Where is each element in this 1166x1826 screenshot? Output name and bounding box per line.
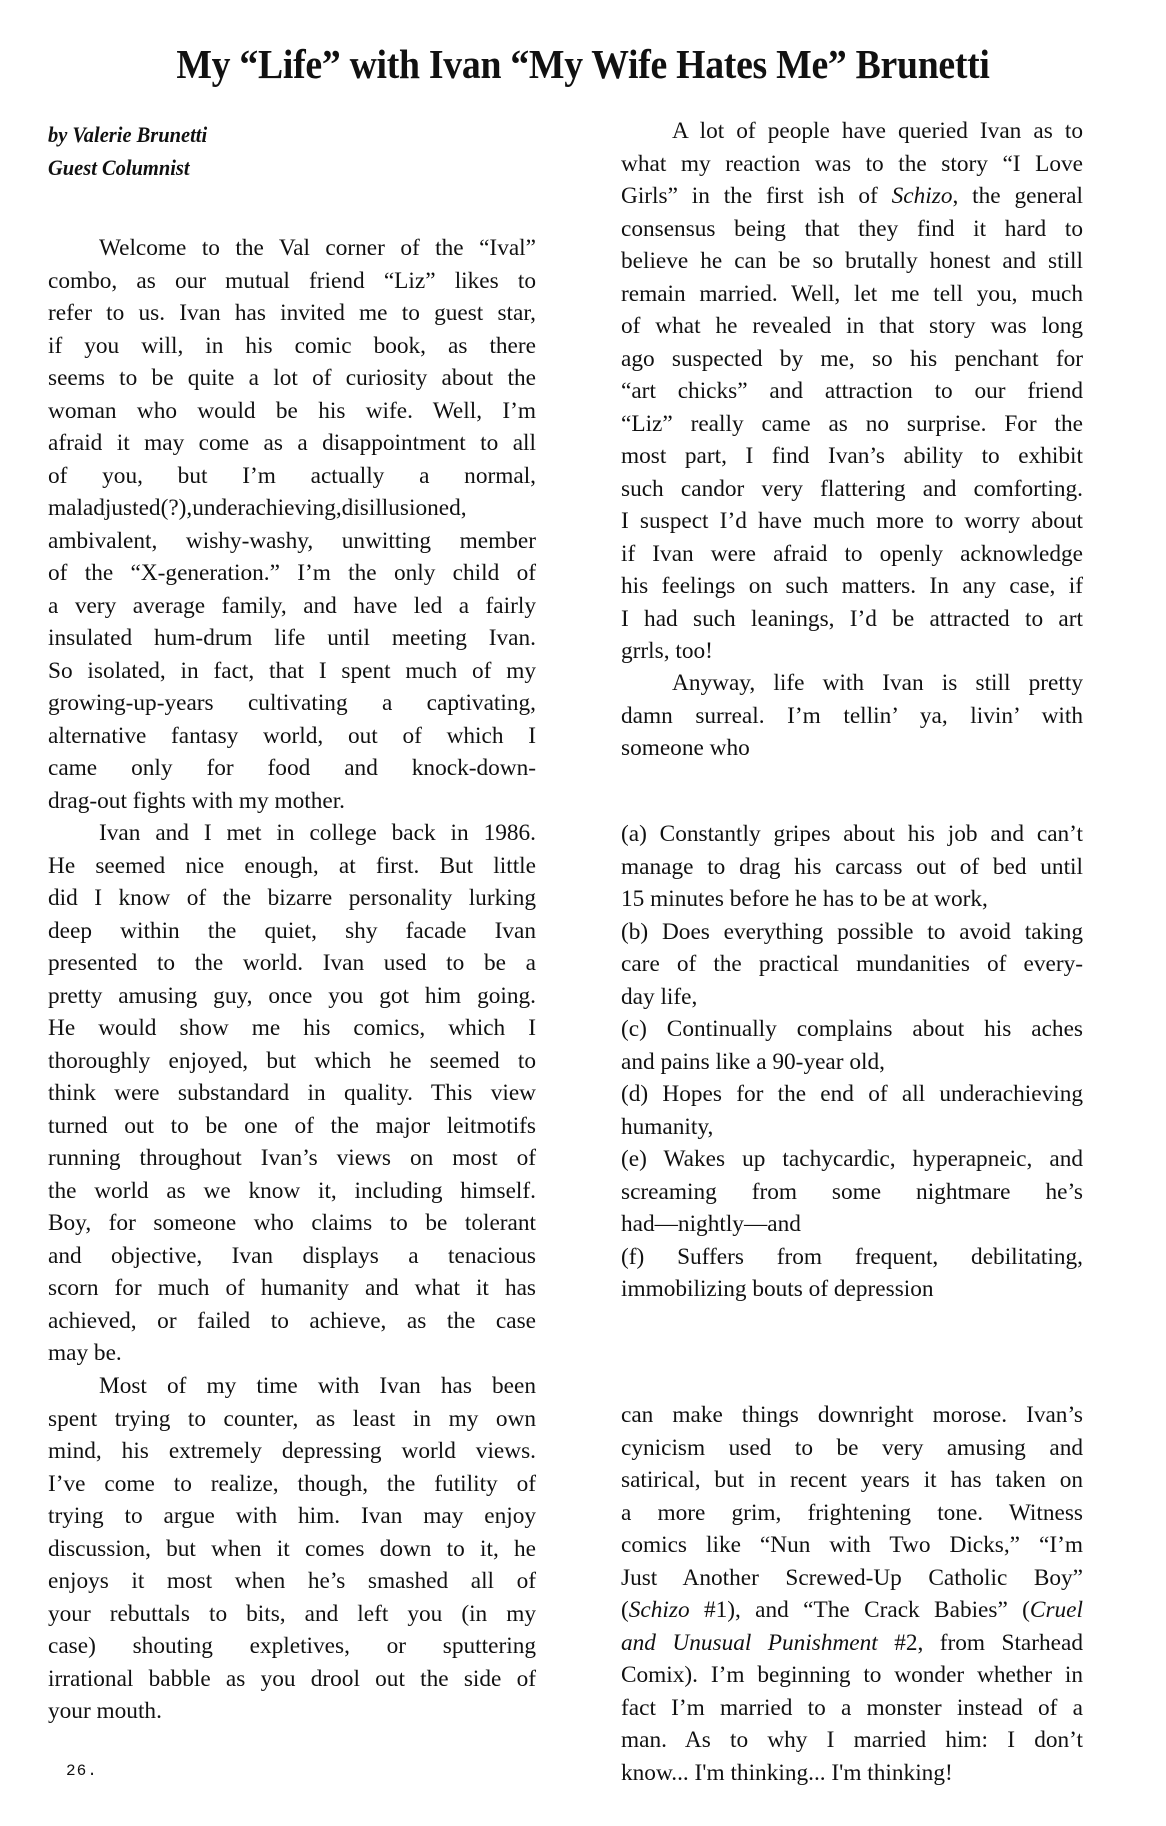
text-line: if you will, in his comic book, as there bbox=[48, 332, 536, 359]
text-line: 15 minutes before he has to be at work, bbox=[621, 886, 988, 912]
text-line: such candor very flattering and comforting. bbox=[621, 475, 1083, 502]
italic-title: Cruel bbox=[1029, 1597, 1083, 1623]
text-line: had—nightly—and bbox=[621, 1211, 801, 1237]
text-line: (f) Suffers from frequent, debilitating, bbox=[621, 1243, 1083, 1270]
text-line: running throughout Ivan’s views on most of bbox=[48, 1145, 536, 1171]
text-line: someone who bbox=[621, 735, 750, 761]
text-line: a more grim, frightening tone. Witness bbox=[621, 1499, 1083, 1526]
text-line: I had such leanings, I’d be attracted to art bbox=[621, 605, 1083, 632]
complaints-list bbox=[621, 818, 1083, 1306]
text-line: his feelings on such matters. In any case, if bbox=[621, 573, 1083, 599]
text-line: of the “X-generation.” I’m the only child of bbox=[48, 560, 536, 586]
text-line: Comix). I’m beginning to wonder whether in bbox=[621, 1662, 1083, 1688]
text-line: grrls, too! bbox=[621, 638, 713, 664]
text-line: satirical, but in recent years it has taken on bbox=[621, 1467, 1083, 1493]
text-line: growing-up-years cultivating a captivating, bbox=[48, 690, 536, 716]
text-line: comics like “Nun with Two Dicks,” “I’m bbox=[621, 1532, 1083, 1558]
text-line: care of the practical mundanities of every- bbox=[621, 951, 1083, 977]
text-line: your rebuttals to bits, and left you (in my bbox=[48, 1600, 536, 1627]
text-line: presented to the world. Ivan used to be a bbox=[48, 950, 536, 976]
text-line: believe he can be so brutally honest and still bbox=[621, 248, 1083, 274]
text-line: may be. bbox=[48, 1340, 122, 1366]
paragraph-queried bbox=[621, 115, 1083, 668]
paragraph-morose bbox=[621, 1399, 1083, 1789]
text-line: seems to be quite a lot of curiosity about the bbox=[48, 365, 536, 391]
article-title: My “Life” with Ivan “My Wife Hates Me” Brunetti bbox=[176, 41, 990, 87]
text-line: of you, but I’m actually a normal, bbox=[48, 462, 536, 489]
text-line: (Schizo #1), and “The Crack Babies” (Cruel bbox=[621, 1597, 1083, 1623]
italic-title: and Unusual Punishment bbox=[621, 1629, 878, 1656]
text-line: He seemed nice enough, at first. But little bbox=[48, 852, 536, 879]
byline-role: Guest Columnist bbox=[48, 155, 190, 180]
text-line: afraid it may come as a disappointment to all bbox=[48, 430, 536, 456]
text-line: combo, as our mutual friend “Liz” likes to bbox=[48, 267, 536, 294]
text-line: insulated hum-drum life until meeting Ivan. bbox=[48, 625, 536, 651]
text-line: immobilizing bouts of depression bbox=[621, 1276, 934, 1302]
text-line: turned out to be one of the major leitmotifs bbox=[48, 1112, 536, 1139]
text-line: irrational babble as you drool out the side of bbox=[48, 1665, 536, 1692]
text-line: the world as we know it, including himself. bbox=[48, 1177, 536, 1204]
text-line: scorn for much of humanity and what it has bbox=[48, 1275, 536, 1301]
text-line: (a) Constantly gripes about his job and can’t bbox=[621, 821, 1083, 847]
text-line: Welcome to the Val corner of the “Ival” bbox=[99, 235, 536, 261]
text-line: deep within the quiet, shy facade Ivan bbox=[48, 917, 536, 944]
text-line: (c) Continually complains about his aches bbox=[621, 1016, 1083, 1042]
paragraph-welcome bbox=[48, 232, 536, 817]
paragraph-anyway bbox=[621, 667, 1083, 765]
text-line: I suspect I’d have much more to worry about bbox=[621, 508, 1083, 534]
text-line: ambivalent, wishy-washy, unwitting member bbox=[48, 527, 536, 554]
text-line: screaming from some nightmare he’s bbox=[621, 1178, 1083, 1205]
text-line: consensus being that they find it hard to bbox=[621, 215, 1083, 242]
text-line: (e) Wakes up tachycardic, hyperapneic, and bbox=[621, 1146, 1083, 1172]
text-line: enjoys it most when he’s smashed all of bbox=[48, 1568, 536, 1594]
text-line: remain married. Well, let me tell you, much bbox=[621, 280, 1083, 307]
text-line: can make things downright morose. Ivan’s bbox=[621, 1402, 1083, 1428]
text-line: alternative fantasy world, out of which I bbox=[48, 722, 536, 749]
text-line: drag-out fights with my mother. bbox=[48, 787, 346, 814]
text-line: know... I'm thinking... I'm thinking! bbox=[621, 1759, 953, 1786]
text-line: came only for food and knock-down- bbox=[48, 755, 536, 781]
text-line: I’ve come to realize, though, the futility of bbox=[48, 1470, 536, 1497]
text-line: Anyway, life with Ivan is still pretty bbox=[672, 670, 1083, 696]
text-line: trying to argue with him. Ivan may enjoy bbox=[48, 1503, 536, 1529]
text-line: think were substandard in quality. This view bbox=[48, 1080, 536, 1106]
text-line: most part, I find Ivan’s ability to exhibit bbox=[621, 443, 1083, 469]
text-line: manage to drag his carcass out of bed until bbox=[621, 853, 1083, 880]
text-line: discussion, but when it comes down to it, he bbox=[48, 1535, 536, 1562]
text-line: cynicism used to be very amusing and bbox=[621, 1434, 1083, 1461]
text-line: spent trying to counter, as least in my own bbox=[48, 1405, 536, 1432]
text-line: of what he revealed in that story was long bbox=[621, 313, 1083, 339]
text-line: Just Another Screwed-Up Catholic Boy” bbox=[621, 1564, 1083, 1591]
byline-author: by Valerie Brunetti bbox=[48, 122, 208, 147]
byline bbox=[48, 118, 219, 184]
text-line: A lot of people have queried Ivan as to bbox=[672, 118, 1083, 144]
text-line: refer to us. Ivan has invited me to guest star, bbox=[48, 300, 536, 326]
text-line: and Unusual Punishment #2, from Starhead bbox=[621, 1629, 1083, 1656]
text-line: Ivan and I met in college back in 1986. bbox=[99, 820, 536, 846]
text-line: “Liz” really came as no surprise. For the bbox=[621, 410, 1083, 437]
page-number: 26. bbox=[66, 1762, 98, 1780]
text-line: damn surreal. I’m tellin’ ya, livin’ with bbox=[621, 702, 1083, 729]
text-line: fact I’m married to a monster instead of a bbox=[621, 1694, 1083, 1721]
text-line: “art chicks” and attraction to our friend bbox=[621, 378, 1083, 404]
text-line: and objective, Ivan displays a tenacious bbox=[48, 1242, 536, 1269]
text-line: Most of my time with Ivan has been bbox=[99, 1373, 536, 1399]
text-line: He would show me his comics, which I bbox=[48, 1015, 536, 1041]
text-line: (b) Does everything possible to avoid taking bbox=[621, 918, 1083, 945]
text-line: woman who would be his wife. Well, I’m bbox=[48, 397, 536, 424]
text-line: and pains like a 90-year old, bbox=[621, 1048, 885, 1075]
text-line: So isolated, in fact, that I spent much of my bbox=[48, 657, 536, 684]
text-line: ago suspected by me, so his penchant for bbox=[621, 345, 1083, 372]
text-line: Boy, for someone who claims to be tolerant bbox=[48, 1210, 536, 1236]
text-line: what my reaction was to the story “I Love bbox=[621, 150, 1083, 177]
text-line: maladjusted(?),underachieving,disillusioned, bbox=[48, 495, 467, 521]
text-line: pretty amusing guy, once you got him going. bbox=[48, 982, 536, 1009]
text-line: man. As to why I married him: I don’t bbox=[621, 1727, 1083, 1753]
italic-title: Schizo bbox=[891, 183, 953, 209]
text-line: a very average family, and have led a fairly bbox=[48, 592, 536, 619]
paragraph-world-views bbox=[48, 1370, 536, 1728]
text-line: did I know of the bizarre personality lurking bbox=[48, 885, 536, 911]
text-line: (d) Hopes for the end of all underachieving bbox=[621, 1081, 1083, 1107]
paragraph-college bbox=[48, 817, 536, 1370]
italic-title: Schizo bbox=[628, 1597, 690, 1623]
text-line: achieved, or failed to achieve, as the case bbox=[48, 1307, 536, 1334]
text-line: your mouth. bbox=[48, 1698, 162, 1724]
text-line: thoroughly enjoyed, but which he seemed to bbox=[48, 1047, 536, 1074]
text-line: mind, his extremely depressing world views. bbox=[48, 1438, 536, 1464]
text-line: humanity, bbox=[621, 1113, 714, 1140]
text-line: day life, bbox=[621, 983, 698, 1010]
text-line: Girls” in the first ish of Schizo, the general bbox=[621, 183, 1083, 209]
text-line: case) shouting expletives, or sputtering bbox=[48, 1633, 536, 1659]
text-line: if Ivan were afraid to openly acknowledge bbox=[621, 540, 1083, 567]
